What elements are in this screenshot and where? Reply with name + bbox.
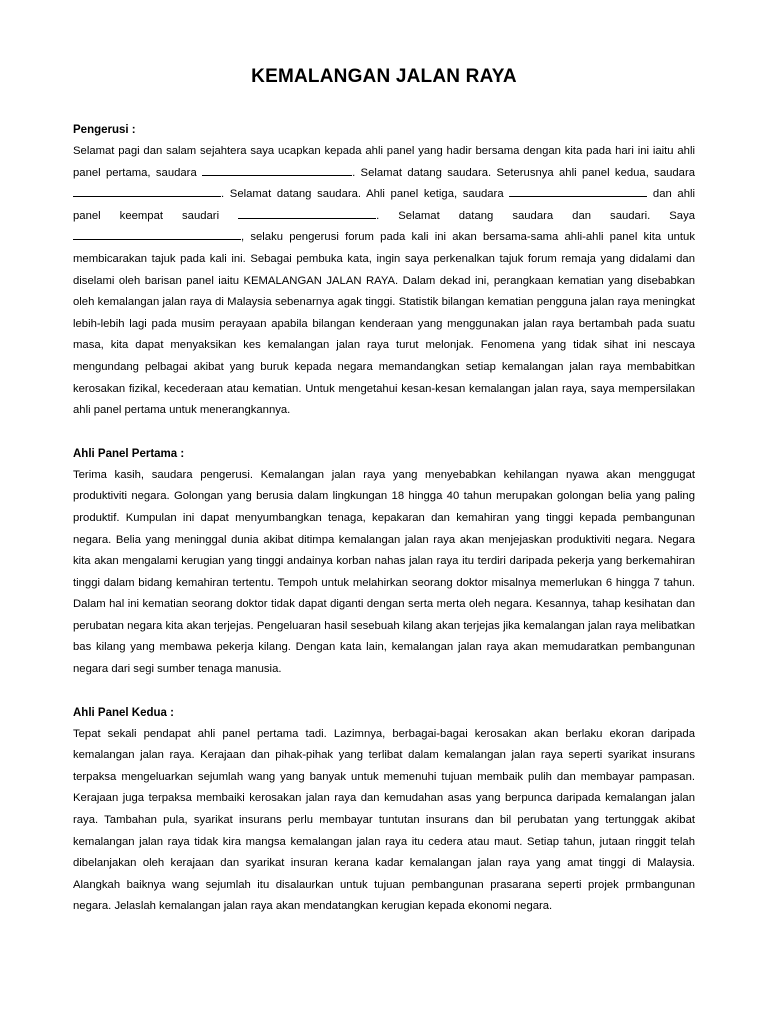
name-blank bbox=[73, 184, 221, 197]
speech-paragraph: Terima kasih, saudara pengerusi. Kemalangan jalan raya yang menyebabkan kehilangan nyawa akan menggugat produktiviti negara. Golongan yang berusia dalam lingkungan 18 hingga 40 tahun merupakan golongan belia yang paling produktif. Kumpulan ini dapat menyumbangkan tenaga, kepakaran dan kemahiran yang tinggi kepada pembangunan negara. Belia yang meninggal dunia akibat ditimpa kemalangan jalan raya akan menjejaskan produktiviti negara. Negara kita akan mengalami kerugian yang tinggi andainya korban nahas jalan raya itu terdiri daripada pekerja yang berkemahiran tinggi dalam bidang kemahiran tertentu. Tempoh untuk melahirkan seorang doktor misalnya memerlukan 6 hingga 7 tahun. Dalam hal ini kematian seorang doktor tidak dapat diganti dengan serta merta oleh negara. Kesannya, tahap kesihatan dan perubatan negara kita akan terjejas. Pengeluaran hasil sesebuah kilang akan terjejas jika kemalangan jalan raya melibatkan bas kilang yang membawa pekerja kilang. Dengan kata lain, kemalangan jalan raya akan memudaratkan pembangunan negara dari segi sumber tenaga manusia. bbox=[73, 468, 695, 676]
document-title: KEMALANGAN JALAN RAYA bbox=[251, 66, 517, 87]
speech-text: . Selamat datang saudara. Ahli panel ketiga, saudara bbox=[221, 188, 510, 201]
speaker-label: Ahli Panel Pertama : bbox=[73, 447, 185, 460]
speech-paragraph bbox=[73, 141, 695, 422]
name-blank bbox=[202, 163, 352, 176]
document-page bbox=[73, 66, 695, 940]
speech-paragraph: Tepat sekali pendapat ahli panel pertama tadi. Lazimnya, berbagai-bagai kerosakan akan berlaku ekoran daripada kemalangan jalan raya. Kerajaan dan pihak-pihak yang terlibat dalam kemalangan jalan raya seperti syarikat insurans terpaksa mengeluarkan sejumlah wang yang banyak untuk memenuhi tujuan membaik pulih dan membayar pampasan. Kerajaan juga terpaksa membaiki kerosakan jalan raya dan kemudahan asas yang berpunca daripada kemalangan jalan raya. Tambahan pula, syarikat insurans perlu membayar tuntutan insurans dan bil perubatan yang tertunggak akibat kemalangan jalan raya tidak kira mangsa kemalangan jalan raya itu cedera atau maut. Setiap tahun, jutaan ringgit telah dibelanjakan oleh kerajaan dan syarikat insuran kerana kadar kemalangan jalan raya yang amat tinggi di Malaysia. Alangkah baiknya wang sejumlah itu disalaurkan untuk tujuan pembangunan prasarana seperti projek prmbangunan negara. Jelaslah kemalangan jalan raya akan mendatangkan kerugian kepada ekonomi negara. bbox=[73, 727, 695, 913]
speech-text: . Selamat datang saudara. Seterusnya ahli panel kedua, saudara bbox=[352, 166, 696, 179]
speaker-label: Ahli Panel Kedua : bbox=[73, 706, 174, 719]
section-pengerusi bbox=[73, 120, 695, 422]
name-blank bbox=[73, 227, 241, 240]
section-ahli-panel-pertama bbox=[73, 444, 695, 681]
speech-text: , selaku pengerusi forum pada kali ini akan bersama-sama ahli-ahli panel kita untuk membicarakan tajuk pada kali ini. Sebagai pembuka kata, ingin saya perkenalkan tajuk forum remaja yang didalami dan diselami oleh barisan panel iaitu KEMALANGAN JALAN RAYA. Dalam dekad ini, perangkaan kematian yang disebabkan oleh kemalangan jalan raya di Malaysia sebenarnya agak tinggi. Statistik bilangan kematian pengguna jalan raya meningkat lebih-lebih lagi pada musim perayaan apabila bilangan kenderaan yang menggunakan jalan raya bertambah pada suatu masa, kita dapat menyaksikan kes kemalangan jalan raya turut melonjak. Fenomena yang tidak sihat ini nescaya mengundang pelbagai akibat yang buruk kepada negara memandangkan setiap kemalangan jalan raya membabitkan kerosakan fizikal, kecederaan atau kematian. Untuk mengetahui kesan-kesan kemalangan jalan raya, saya mempersilakan ahli panel pertama untuk menerangkannya. bbox=[73, 231, 695, 417]
section-ahli-panel-kedua bbox=[73, 703, 695, 918]
speech-text: Selamat pagi dan salam sejahtera saya ucapkan kepada ahli panel yang hadir bersama dengan kita pada hari ini iaitu ahli panel pertama, saudara bbox=[73, 145, 695, 179]
speech-text: dan ahli panel keempat saudari bbox=[73, 188, 695, 222]
name-blank bbox=[509, 184, 647, 197]
speaker-label: Pengerusi : bbox=[73, 124, 136, 136]
name-blank bbox=[238, 206, 376, 219]
speech-text: . Selamat datang saudara dan saudari. Saya bbox=[376, 209, 696, 222]
